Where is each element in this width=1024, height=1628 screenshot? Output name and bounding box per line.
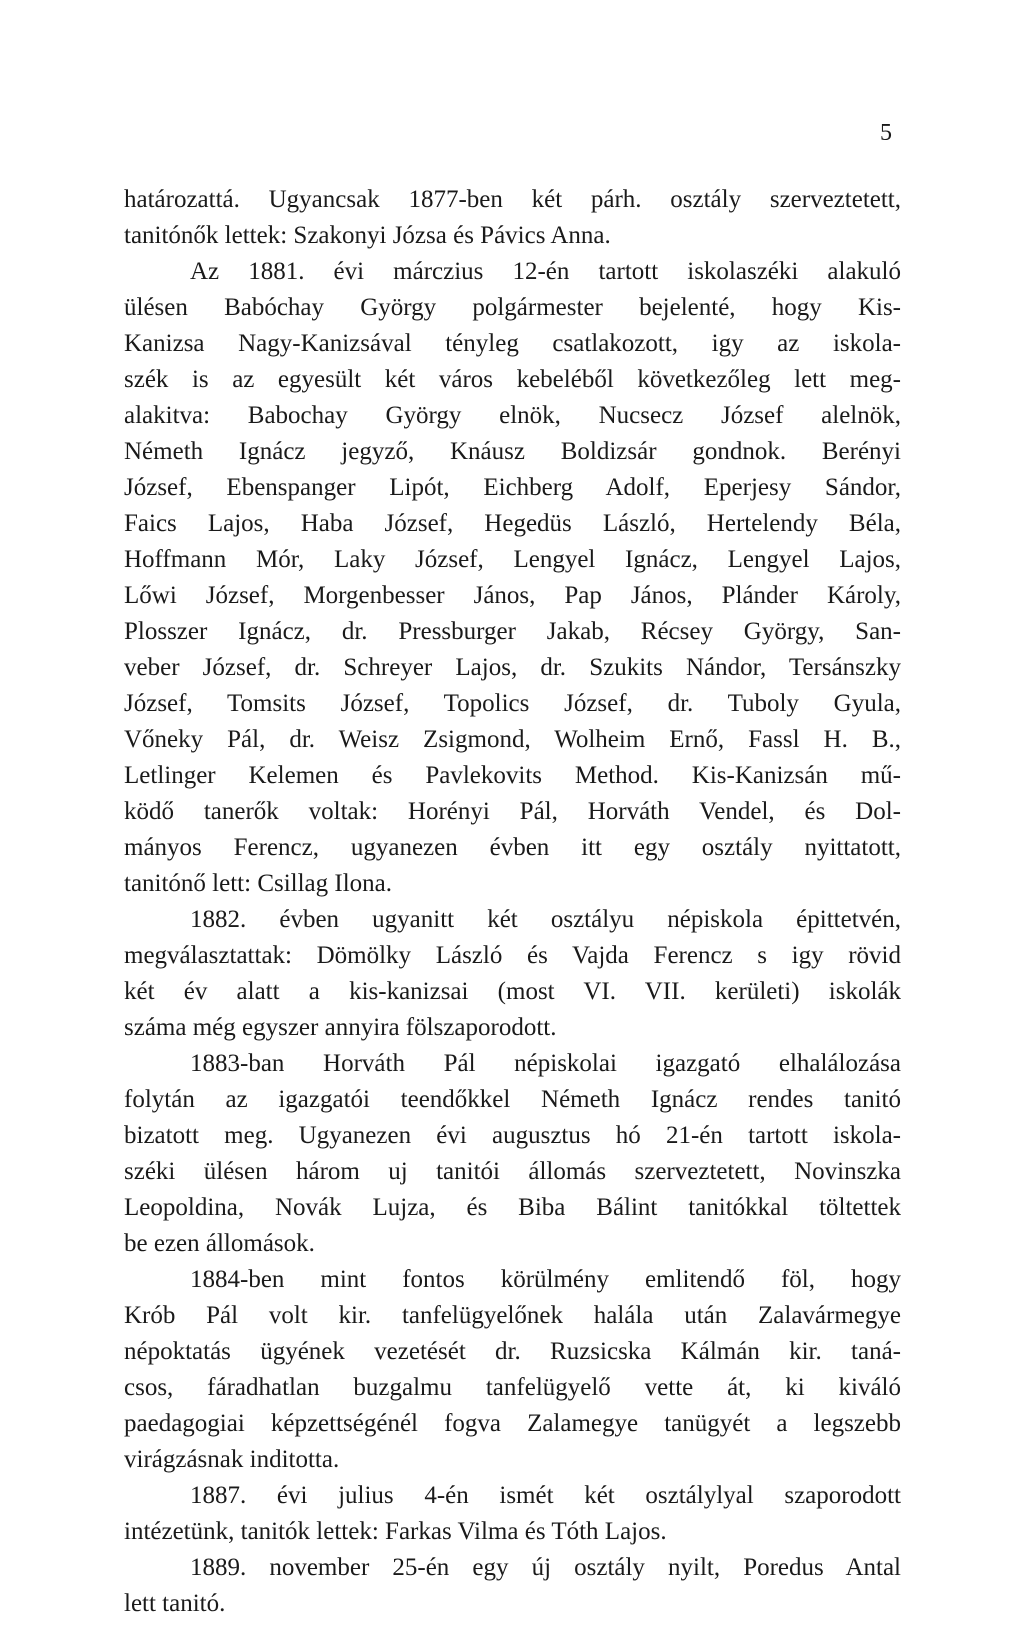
text-line: virágzásnak inditotta. xyxy=(124,1446,340,1473)
text-line: Lőwi József, Morgenbesser János, Pap János, Plánder Károly, xyxy=(124,582,901,609)
text-line: veber József, dr. Schreyer Lajos, dr. Szukits Nándor, Tersánszky xyxy=(124,654,901,681)
text-line: Letlinger Kelemen és Pavlekovits Method. Kis-Kanizsán mű- xyxy=(124,762,901,789)
text-line: tanitónő lett: Csillag Ilona. xyxy=(124,870,393,897)
text-line: Plosszer Ignácz, dr. Pressburger Jakab, Récsey György, San- xyxy=(124,618,901,645)
text-line: alakitva: Babochay György elnök, Nucsecz József alelnök, xyxy=(124,402,901,429)
text-line: 1889. november 25-én egy új osztály nyilt, Poredus Antal xyxy=(190,1554,901,1581)
text-line: Kanizsa Nagy-Kanizsával tényleg csatlakozott, igy az iskola- xyxy=(124,330,901,357)
text-line: megválasztattak: Dömölky László és Vajda Ferencz s igy rövid xyxy=(124,942,901,969)
text-line: határozattá. Ugyancsak 1877-ben két párh. osztály szerveztetett, xyxy=(124,186,901,213)
text-line: ködő tanerők voltak: Horényi Pál, Horváth Vendel, és Dol- xyxy=(124,798,901,825)
text-line: mányos Ferencz, ugyanezen évben itt egy osztály nyittatott, xyxy=(124,834,901,861)
text-line: népoktatás ügyének vezetését dr. Ruzsicska Kálmán kir. taná- xyxy=(124,1338,901,1365)
text-line: 1882. évben ugyanitt két osztályu népiskola épittetvén, xyxy=(190,906,901,933)
body-text xyxy=(124,182,901,1622)
text-line: tanitónők lettek: Szakonyi Józsa és Pávics Anna. xyxy=(124,222,611,249)
text-line: József, Ebenspanger Lipót, Eichberg Adolf, Eperjesy Sándor, xyxy=(124,474,901,501)
text-line: Az 1881. évi márczius 12-én tartott iskolaszéki alakuló xyxy=(190,258,901,285)
text-line: 1887. évi julius 4-én ismét két osztálylyal szaporodott xyxy=(190,1482,901,1509)
text-line: szék is az egyesült két város kebeléből következőleg lett meg- xyxy=(124,366,901,393)
text-line: Hoffmann Mór, Laky József, Lengyel Ignácz, Lengyel Lajos, xyxy=(124,546,901,573)
text-line: Krób Pál volt kir. tanfelügyelőnek halála után Zalavármegye xyxy=(124,1302,901,1329)
text-line: folytán az igazgatói teendőkkel Németh Ignácz rendes tanitó xyxy=(124,1086,901,1113)
text-line: 1883-ban Horváth Pál népiskolai igazgató elhalálozása xyxy=(190,1050,901,1077)
text-line: Leopoldina, Novák Lujza, és Biba Bálint tanitókkal töltettek xyxy=(124,1194,901,1221)
text-line: paedagogiai képzettségénél fogva Zalamegye tanügyét a legszebb xyxy=(124,1410,901,1437)
text-line: intézetünk, tanitók lettek: Farkas Vilma és Tóth Lajos. xyxy=(124,1518,667,1545)
text-line: ülésen Babóchay György polgármester bejelenté, hogy Kis- xyxy=(124,294,901,321)
text-line: száma még egyszer annyira fölszaporodott. xyxy=(124,1014,557,1041)
text-line: Vőneky Pál, dr. Weisz Zsigmond, Wolheim Ernő, Fassl H. B., xyxy=(124,726,901,753)
text-line: két év alatt a kis-kanizsai (most VI. VII. kerületi) iskolák xyxy=(124,978,901,1005)
text-line: bizatott meg. Ugyanezen évi augusztus hó 21-én tartott iskola- xyxy=(124,1122,901,1149)
text-line: 1884-ben mint fontos körülmény emlitendő föl, hogy xyxy=(190,1266,901,1293)
page-number: 5 xyxy=(880,120,892,146)
text-line: lett tanitó. xyxy=(124,1590,226,1617)
text-line: széki ülésen három uj tanitói állomás szerveztetett, Novinszka xyxy=(124,1158,901,1185)
text-line: József, Tomsits József, Topolics József, dr. Tuboly Gyula, xyxy=(124,690,901,717)
text-line: csos, fáradhatlan buzgalmu tanfelügyelő vette át, ki kiváló xyxy=(124,1374,901,1401)
text-line: Faics Lajos, Haba József, Hegedüs László, Hertelendy Béla, xyxy=(124,510,901,537)
text-line: Németh Ignácz jegyző, Knáusz Boldizsár gondnok. Berényi xyxy=(124,438,901,465)
text-line: be ezen állomások. xyxy=(124,1230,315,1257)
